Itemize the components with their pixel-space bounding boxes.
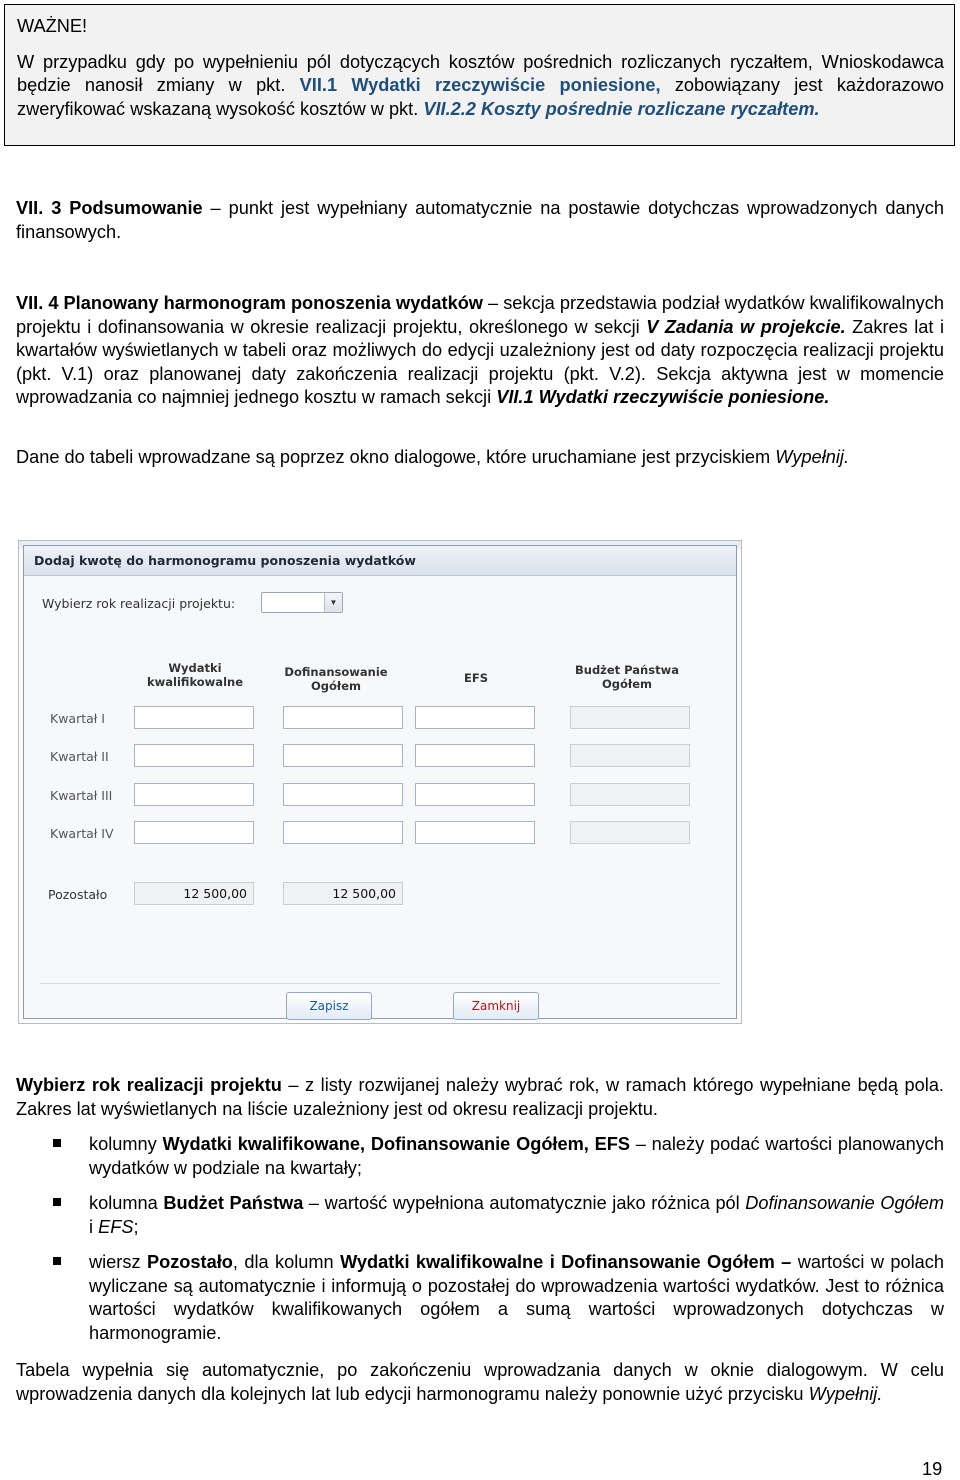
dialog-title: Dodaj kwotę do harmonogramu ponoszenia wydatków: [24, 546, 736, 576]
row-label-q3: Kwartał III: [50, 788, 113, 803]
year-label: Wybierz rok realizacji projektu:: [42, 596, 236, 611]
remaining-wydatki: 12 500,00: [134, 882, 254, 905]
final-paragraph: Tabela wypełnia się automatycznie, po zakończeniu wprowadzania danych w oknie dialogowym. W celu wprowadzenia danych dla kolejnych lat lub edycji harmonogramu należy ponownie użyć przycisku Wypełnij.: [16, 1360, 944, 1404]
cell-q3-dofinansowanie[interactable]: [283, 783, 403, 806]
bullet-icon: [53, 1198, 61, 1206]
cell-q1-budzet: [570, 706, 690, 729]
remaining-dofinansowanie: 12 500,00: [283, 882, 403, 905]
section-vii4: VII. 4 Planowany harmonogram ponoszenia wydatków – sekcja przedstawia podział wydatków kwalifikowalnych projektu i dofinansowania w okresie realizacji projektu, określonego w sekcji V Zadania w projekcie. Zakres lat i kwartałów wyświetlanych w tabeli oraz możliwych do edycji uzależniony jest od daty rozpoczęcia realizacji projektu (pkt. V.1) oraz planowanej daty zakończenia realizacji projektu (pkt. V.2). Sekcja aktywna jest w momencie wprowadzania co najmniej jednego kosztu w ramach sekcji VII.1 Wydatki rzeczywiście poniesione.: [16, 293, 944, 407]
add-amount-dialog: [23, 545, 737, 1019]
warning-box: [4, 4, 955, 146]
cell-q3-efs[interactable]: [415, 783, 535, 806]
section-vii3: VII. 3 Podsumowanie – punkt jest wypełniany automatycznie na postawie dotychczas wprowadzonych danych finansowych.: [16, 198, 944, 242]
section-vii3-heading: VII. 3 Podsumowanie: [16, 198, 203, 218]
ref-v-zadania: V Zadania w projekcie.: [646, 316, 846, 337]
ref-vii1: VII.1 Wydatki rzeczywiście poniesione.: [496, 387, 830, 407]
warning-title: WAŻNE!: [17, 16, 88, 36]
warning-text: W przypadku gdy po wypełnieniu pól dotyczących kosztów pośrednich rozliczanych ryczałtem, Wnioskodawca będzie nanosił zmiany w pkt. VII.1 Wydatki rzeczywiście poniesione, zobowiązany jest każdorazowo zweryfikować wskazaną wysokość kosztów w pkt. VII.2.2 Koszty pośrednie rozliczane ryczałtem.: [17, 51, 944, 119]
dialog-body: [24, 577, 736, 1018]
cell-q1-wydatki[interactable]: [134, 706, 254, 729]
warning-ref-vii22: VII.2.2 Koszty pośrednie rozliczane ryczałtem.: [423, 98, 820, 119]
bullet-budget-column: kolumna Budżet Państwa – wartość wypełniona automatycznie jako różnica pól Dofinansowanie Ogółem i EFS;: [89, 1193, 944, 1237]
cell-q2-budzet: [570, 744, 690, 767]
section-vii4-p2: Dane do tabeli wprowadzane są poprzez okno dialogowe, które uruchamiane jest przyciskiem Wypełnij.: [16, 447, 850, 467]
column-dofinansowanie-ogolem: Dofinansowanie Ogółem: [284, 665, 388, 693]
row-label-q4: Kwartał IV: [50, 826, 114, 841]
row-label-q2: Kwartał II: [50, 749, 109, 764]
cell-q1-dofinansowanie[interactable]: [283, 706, 403, 729]
cell-q4-dofinansowanie[interactable]: [283, 821, 403, 844]
cell-q2-dofinansowanie[interactable]: [283, 744, 403, 767]
cell-q2-wydatki[interactable]: [134, 744, 254, 767]
cell-q3-wydatki[interactable]: [134, 783, 254, 806]
bullet-icon: [53, 1257, 61, 1265]
cell-q4-efs[interactable]: [415, 821, 535, 844]
section-vii4-heading: VII. 4 Planowany harmonogram ponoszenia wydatków: [16, 293, 483, 313]
cell-q1-efs[interactable]: [415, 706, 535, 729]
year-select-heading: Wybierz rok realizacji projektu: [16, 1075, 282, 1095]
bullet-columns: kolumny Wydatki kwalifikowane, Dofinansowanie Ogółem, EFS – należy podać wartości planowanych wydatków w podziale na kwartały;: [89, 1134, 944, 1178]
cell-q2-efs[interactable]: [415, 744, 535, 767]
chevron-down-icon[interactable]: ▼: [324, 593, 342, 612]
bullet-remaining-row: wiersz Pozostało, dla kolumn Wydatki kwalifikowalne i Dofinansowanie Ogółem – wartości w polach wyliczane są automatycznie i informują o pozostałej do wprowadzenia wartości wydatków. Jest to różnica wartości wydatków kwalifikowanych ogółem a sumą wartości wprowadzonych dotychczas w harmonogramie.: [89, 1252, 944, 1343]
ref-wypelnij-2: Wypełnij.: [808, 1383, 883, 1404]
column-budzet-panstwa: Budżet Państwa Ogółem: [575, 663, 679, 691]
cell-q4-budzet: [570, 821, 690, 844]
dialog-separator: [40, 983, 720, 984]
save-button[interactable]: Zapisz: [286, 992, 372, 1020]
bullet-icon: [53, 1139, 61, 1147]
year-select[interactable]: [261, 592, 343, 613]
ref-wypelnij: Wypełnij.: [775, 447, 850, 467]
warning-ref-vii1: VII.1 Wydatki rzeczywiście poniesione,: [299, 75, 661, 95]
column-wydatki-kwalifikowalne: Wydatki kwalifikowalne: [147, 661, 243, 689]
row-label-pozostalo: Pozostało: [48, 887, 108, 902]
cell-q3-budzet: [570, 783, 690, 806]
year-select-description: Wybierz rok realizacji projektu – z listy rozwijanej należy wybrać rok, w ramach którego wypełniane będą pola. Zakres lat wyświetlanych na liście uzależniony jest od okresu realizacji projektu.: [16, 1075, 944, 1119]
page-number: 19: [922, 1459, 943, 1479]
cell-q4-wydatki[interactable]: [134, 821, 254, 844]
row-label-q1: Kwartał I: [50, 711, 105, 726]
close-button[interactable]: Zamknij: [453, 992, 539, 1020]
column-efs: EFS: [464, 671, 488, 685]
dialog-screenshot: [18, 540, 742, 1024]
